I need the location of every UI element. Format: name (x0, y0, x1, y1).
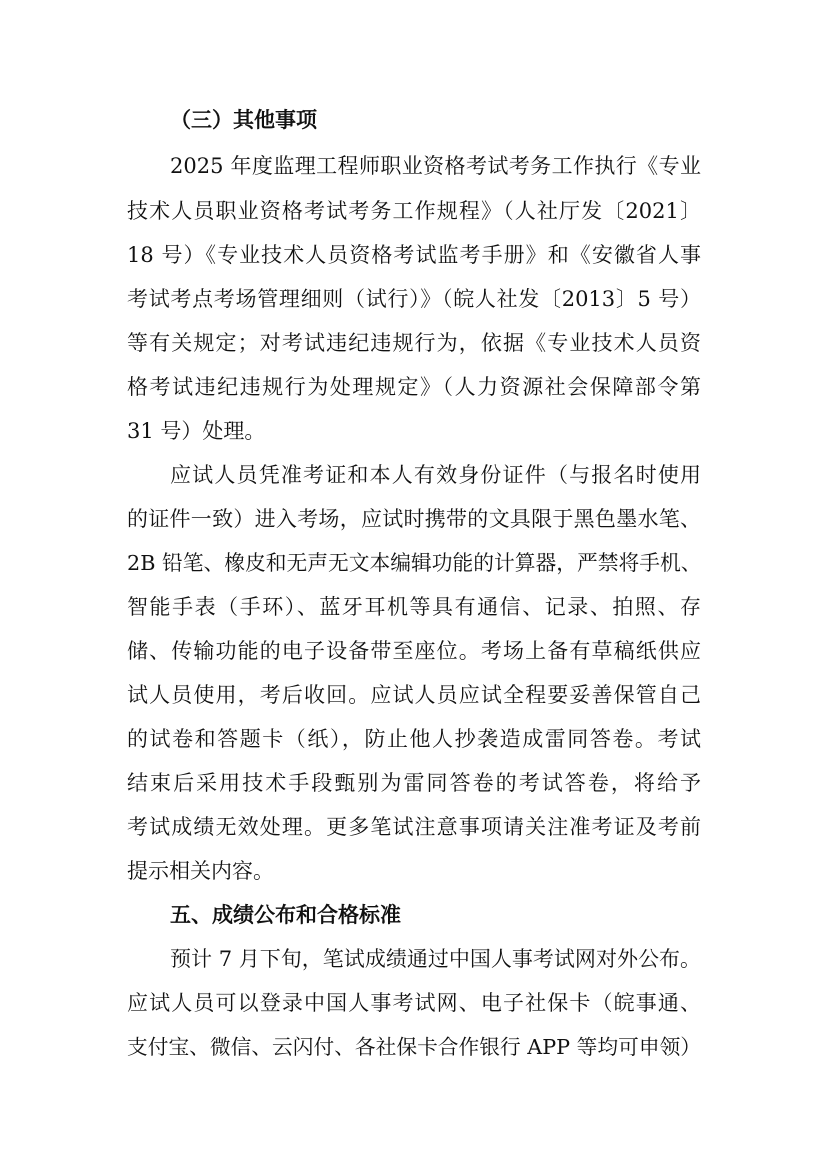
paragraph-line: 支付宝、微信、云闪付、各社保卡合作银行 APP 等均可申领） (127, 1035, 701, 1059)
paragraph-line: 2B 铅笔、橡皮和无声无文本编辑功能的计算器，严禁将手机、 (127, 551, 702, 575)
paragraph-line: 格考试违纪违规行为处理规定》（人力资源社会保障部令第 (127, 375, 701, 399)
paragraph-line: 应试人员可以登录中国人事考试网、电子社保卡（皖事通、 (127, 991, 701, 1015)
paragraph-line: 应试人员凭准考证和本人有效身份证件（与报名时使用 (170, 463, 701, 487)
paragraph-line: 的证件一致）进入考场，应试时携带的文具限于黑色墨水笔、 (127, 507, 701, 531)
paragraph-line: 考试考点考场管理细则（试行）》（皖人社发〔2013〕5 号） (127, 287, 701, 311)
section-five-heading: 五、成绩公布和合格标准 (170, 903, 401, 927)
paragraph-line: 技术人员职业资格考试考务工作规程》（人社厅发〔2021〕 (127, 199, 701, 223)
paragraph-line: 试人员使用，考后收回。应试人员应试全程要妥善保管自己 (127, 683, 701, 707)
paragraph-line: 考试成绩无效处理。更多笔试注意事项请关注准考证及考前 (127, 815, 701, 839)
paragraph-line: 31 号）处理。 (127, 419, 266, 443)
paragraph-line: 18 号）《专业技术人员资格考试监考手册》和《安徽省人事 (127, 243, 701, 267)
paragraph-line: 等有关规定；对考试违纪违规行为，依据《专业技术人员资 (127, 331, 701, 355)
paragraph-line: 智能手表（手环）、蓝牙耳机等具有通信、记录、拍照、存 (127, 595, 701, 619)
paragraph-line: 储、传输功能的电子设备带至座位。考场上备有草稿纸供应 (127, 639, 701, 663)
paragraph-line: 2025 年度监理工程师职业资格考试考务工作执行《专业 (170, 154, 701, 178)
paragraph-line: 提示相关内容。 (127, 859, 274, 883)
paragraph-line: 的试卷和答题卡（纸），防止他人抄袭造成雷同答卷。考试 (127, 727, 701, 751)
paragraph-line: 预计 7 月下旬，笔试成绩通过中国人事考试网对外公布。 (170, 947, 701, 971)
section-three-heading: （三）其他事项 (170, 108, 317, 132)
paragraph-line: 结束后采用技术手段甄别为雷同答卷的考试答卷，将给予 (127, 771, 701, 795)
